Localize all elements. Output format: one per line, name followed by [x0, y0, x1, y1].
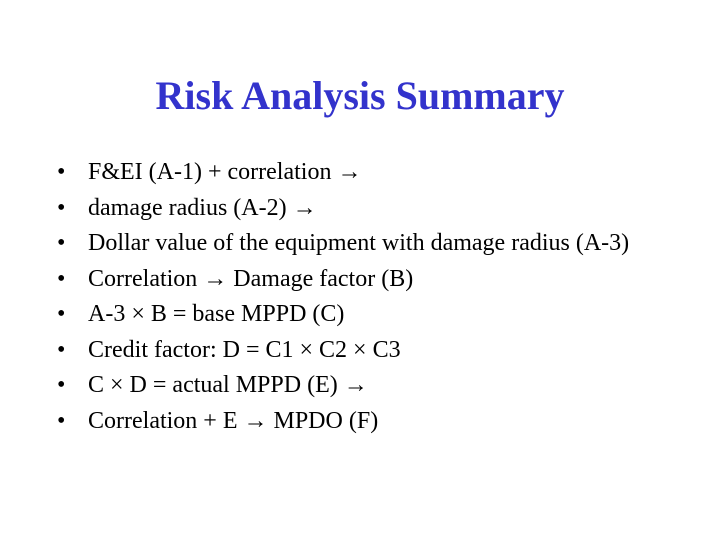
bullet-text: A-3 × B = base MPPD (C)	[88, 301, 345, 327]
bullet-icon: •	[57, 265, 66, 292]
bullet-text: C × D = actual MPPD (E) →	[88, 372, 368, 398]
bullet-item	[57, 229, 677, 259]
bullet-text: Correlation → Damage factor (B)	[88, 265, 414, 292]
bullet-item	[57, 300, 677, 330]
bullet-text: Dollar value of the equipment with damage radius (A-3)	[88, 230, 630, 256]
bullet-text: damage radius (A-2) →	[88, 194, 317, 221]
bullet-text: Correlation + E → MPDO (F)	[88, 407, 379, 434]
bullet-list	[57, 158, 677, 442]
bullet-item	[57, 158, 677, 188]
bullet-icon: •	[57, 301, 66, 327]
bullet-icon: •	[57, 407, 66, 434]
bullet-icon: •	[57, 372, 66, 398]
bullet-icon: •	[57, 230, 66, 256]
bullet-item	[57, 265, 677, 295]
bullet-item	[57, 194, 677, 224]
bullet-icon: •	[57, 336, 66, 363]
slide-title: Risk Analysis Summary	[155, 73, 565, 118]
bullet-item	[57, 407, 677, 437]
bullet-text: F&EI (A-1) + correlation →	[88, 159, 362, 185]
bullet-text: Credit factor: D = C1 × C2 × C3	[88, 336, 401, 363]
bullet-item	[57, 336, 677, 366]
bullet-icon: •	[57, 194, 66, 221]
bullet-item	[57, 371, 677, 401]
bullet-icon: •	[57, 159, 66, 185]
